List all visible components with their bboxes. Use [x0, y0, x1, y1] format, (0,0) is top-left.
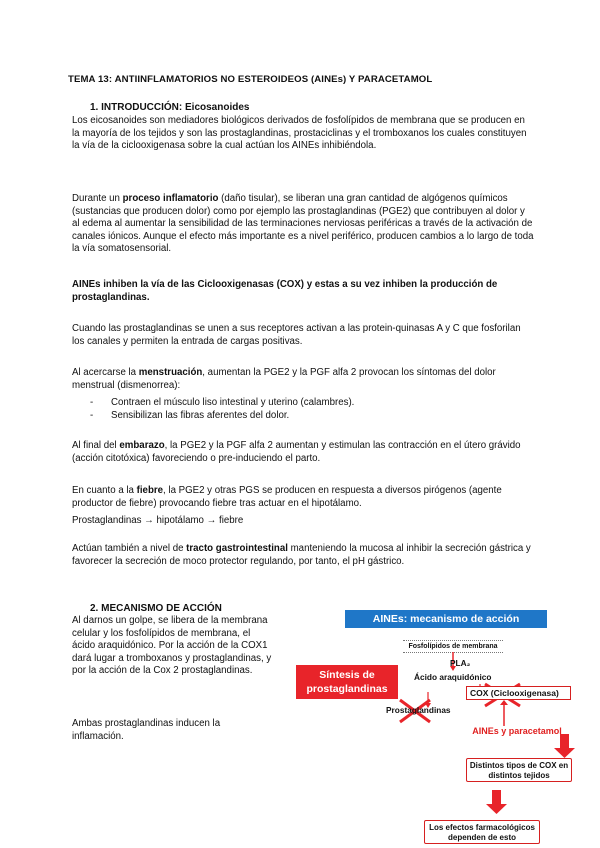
acid-label: Ácido araquidónico — [414, 672, 492, 682]
page-title: TEMA 13: ANTIINFLAMATORIOS NO ESTEROIDEOS (AINEs) Y PARACETAMOL — [68, 74, 433, 85]
cox-types-box: Distintos tipos de COX en distintos tejidos — [466, 758, 572, 782]
text: Durante un — [72, 193, 123, 204]
text: Al final del — [72, 440, 120, 451]
aines-label: AINEs y paracetamol — [472, 726, 562, 736]
bold-term: menstruación — [138, 367, 203, 378]
key-statement: AINEs inhiben la vía de las Ciclooxigenasas (COX) y estas a su vez inhiben la producción de prostaglandinas. — [72, 279, 498, 303]
big-arrow-head — [486, 804, 507, 814]
text: , la PGE2 y otras PGS se producen en respuesta a diversos pirógenos (agente productor de fiebre) provocando fiebre tras actuar en el hipotálamo. — [72, 485, 502, 509]
list-item: - Sensibilizan las fibras aferentes del dolor. — [90, 410, 530, 423]
intro-paragraph: Los eicosanoides son mediadores biológicos derivados de fosfolípidos de membrana que se producen en la mayoría de los tejidos y son las prostaglandinas, prostaciclinas y el tromboxanos los cuales constituyen la vía de la ciclooxigenasa sobre la cual actúan los AINEs inhibiéndola. — [72, 115, 527, 152]
menstruation-paragraph — [72, 367, 534, 392]
text: , aumentan la PGE2 y la PGF alfa 2 provocan los síntomas del dolor menstrual (dismenorrea): — [72, 367, 496, 391]
section2-heading: 2. MECANISMO DE ACCIÓN — [90, 603, 222, 614]
bold-term: tracto gastrointestinal — [186, 543, 288, 554]
text: Actúan también a nivel de — [72, 543, 187, 554]
inflammation-note: Ambas prostaglandinas inducen la inflamación. — [72, 718, 221, 742]
text: En cuanto a la — [72, 485, 137, 496]
fever-paragraph — [72, 485, 534, 510]
pla2-label: PLA₂ — [450, 658, 471, 668]
receptor-paragraph: Cuando las prostaglandinas se unen a sus receptores activan a las protein-quinasas A y C que fosforilan los canales y permiten la entrada de cargas positivas. — [72, 323, 521, 347]
arrow-head — [500, 700, 508, 705]
text: manteniendo la mucosa al inhibir la secreción gástrica y favorecer la secreción de moco protector regulando, por tanto, el pH gástrico. — [72, 543, 531, 567]
gastro-paragraph — [72, 543, 534, 568]
text: (daño tisular), se liberan una gran cantidad de algógenos químicos (sustancias que producen dolor) como por ejemplo las prostaglandinas (PGE2) que contribuyen al dolor y al edema al aumentar la sensibilidad de las terminaciones nerviosas periféricas a través de la activación de canales iónicos. Aunque el efecto más importante es a nivel periférico, producen cambios a lo largo de toda la vía somatosensorial. — [72, 193, 534, 255]
fever-pathway: Prostaglandinas → hipotálamo → fiebre — [72, 515, 244, 526]
membrane-label: Fosfolípidos de membrana — [403, 640, 503, 653]
pregnancy-paragraph — [72, 440, 534, 465]
list-item: - Contraen el músculo liso intestinal y uterino (calambres). — [90, 397, 530, 410]
synthesis-box: Síntesis de prostaglandinas — [296, 665, 398, 699]
mechanism-paragraph: Al darnos un golpe, se libera de la membrana celular y los fosfolípidos de membrana, el ácido araquidónico. Por la acción de la COX1 dará lugar a tromboxanos y prostaglandinas, y por la acción de la Cox 2 prostaglandinas. — [72, 615, 272, 677]
prostaglandins-label: Prostaglandinas — [386, 705, 451, 715]
diagram-banner: AINEs: mecanismo de acción — [345, 610, 547, 628]
big-arrow-head — [554, 748, 575, 758]
bold-term: proceso inflamatorio — [122, 193, 219, 204]
text: , la PGE2 y la PGF alfa 2 aumentan y estimulan las contracción en el útero grávido (acción citotóxica) favoreciendo o pre-induciendo el parto. — [72, 440, 521, 464]
big-arrow-body — [492, 790, 501, 806]
bold-term: fiebre — [136, 485, 164, 496]
inflammation-paragraph — [72, 193, 534, 256]
text: Al acercarse la — [72, 367, 139, 378]
effects-box: Los efectos farmacológicos dependen de esto — [424, 820, 540, 844]
bold-term: embarazo — [119, 440, 165, 451]
cox-box: COX (Ciclooxigenasa) — [466, 686, 571, 700]
section1-heading: 1. INTRODUCCIÓN: Eicosanoides — [90, 102, 250, 113]
symptom-list — [90, 397, 530, 422]
